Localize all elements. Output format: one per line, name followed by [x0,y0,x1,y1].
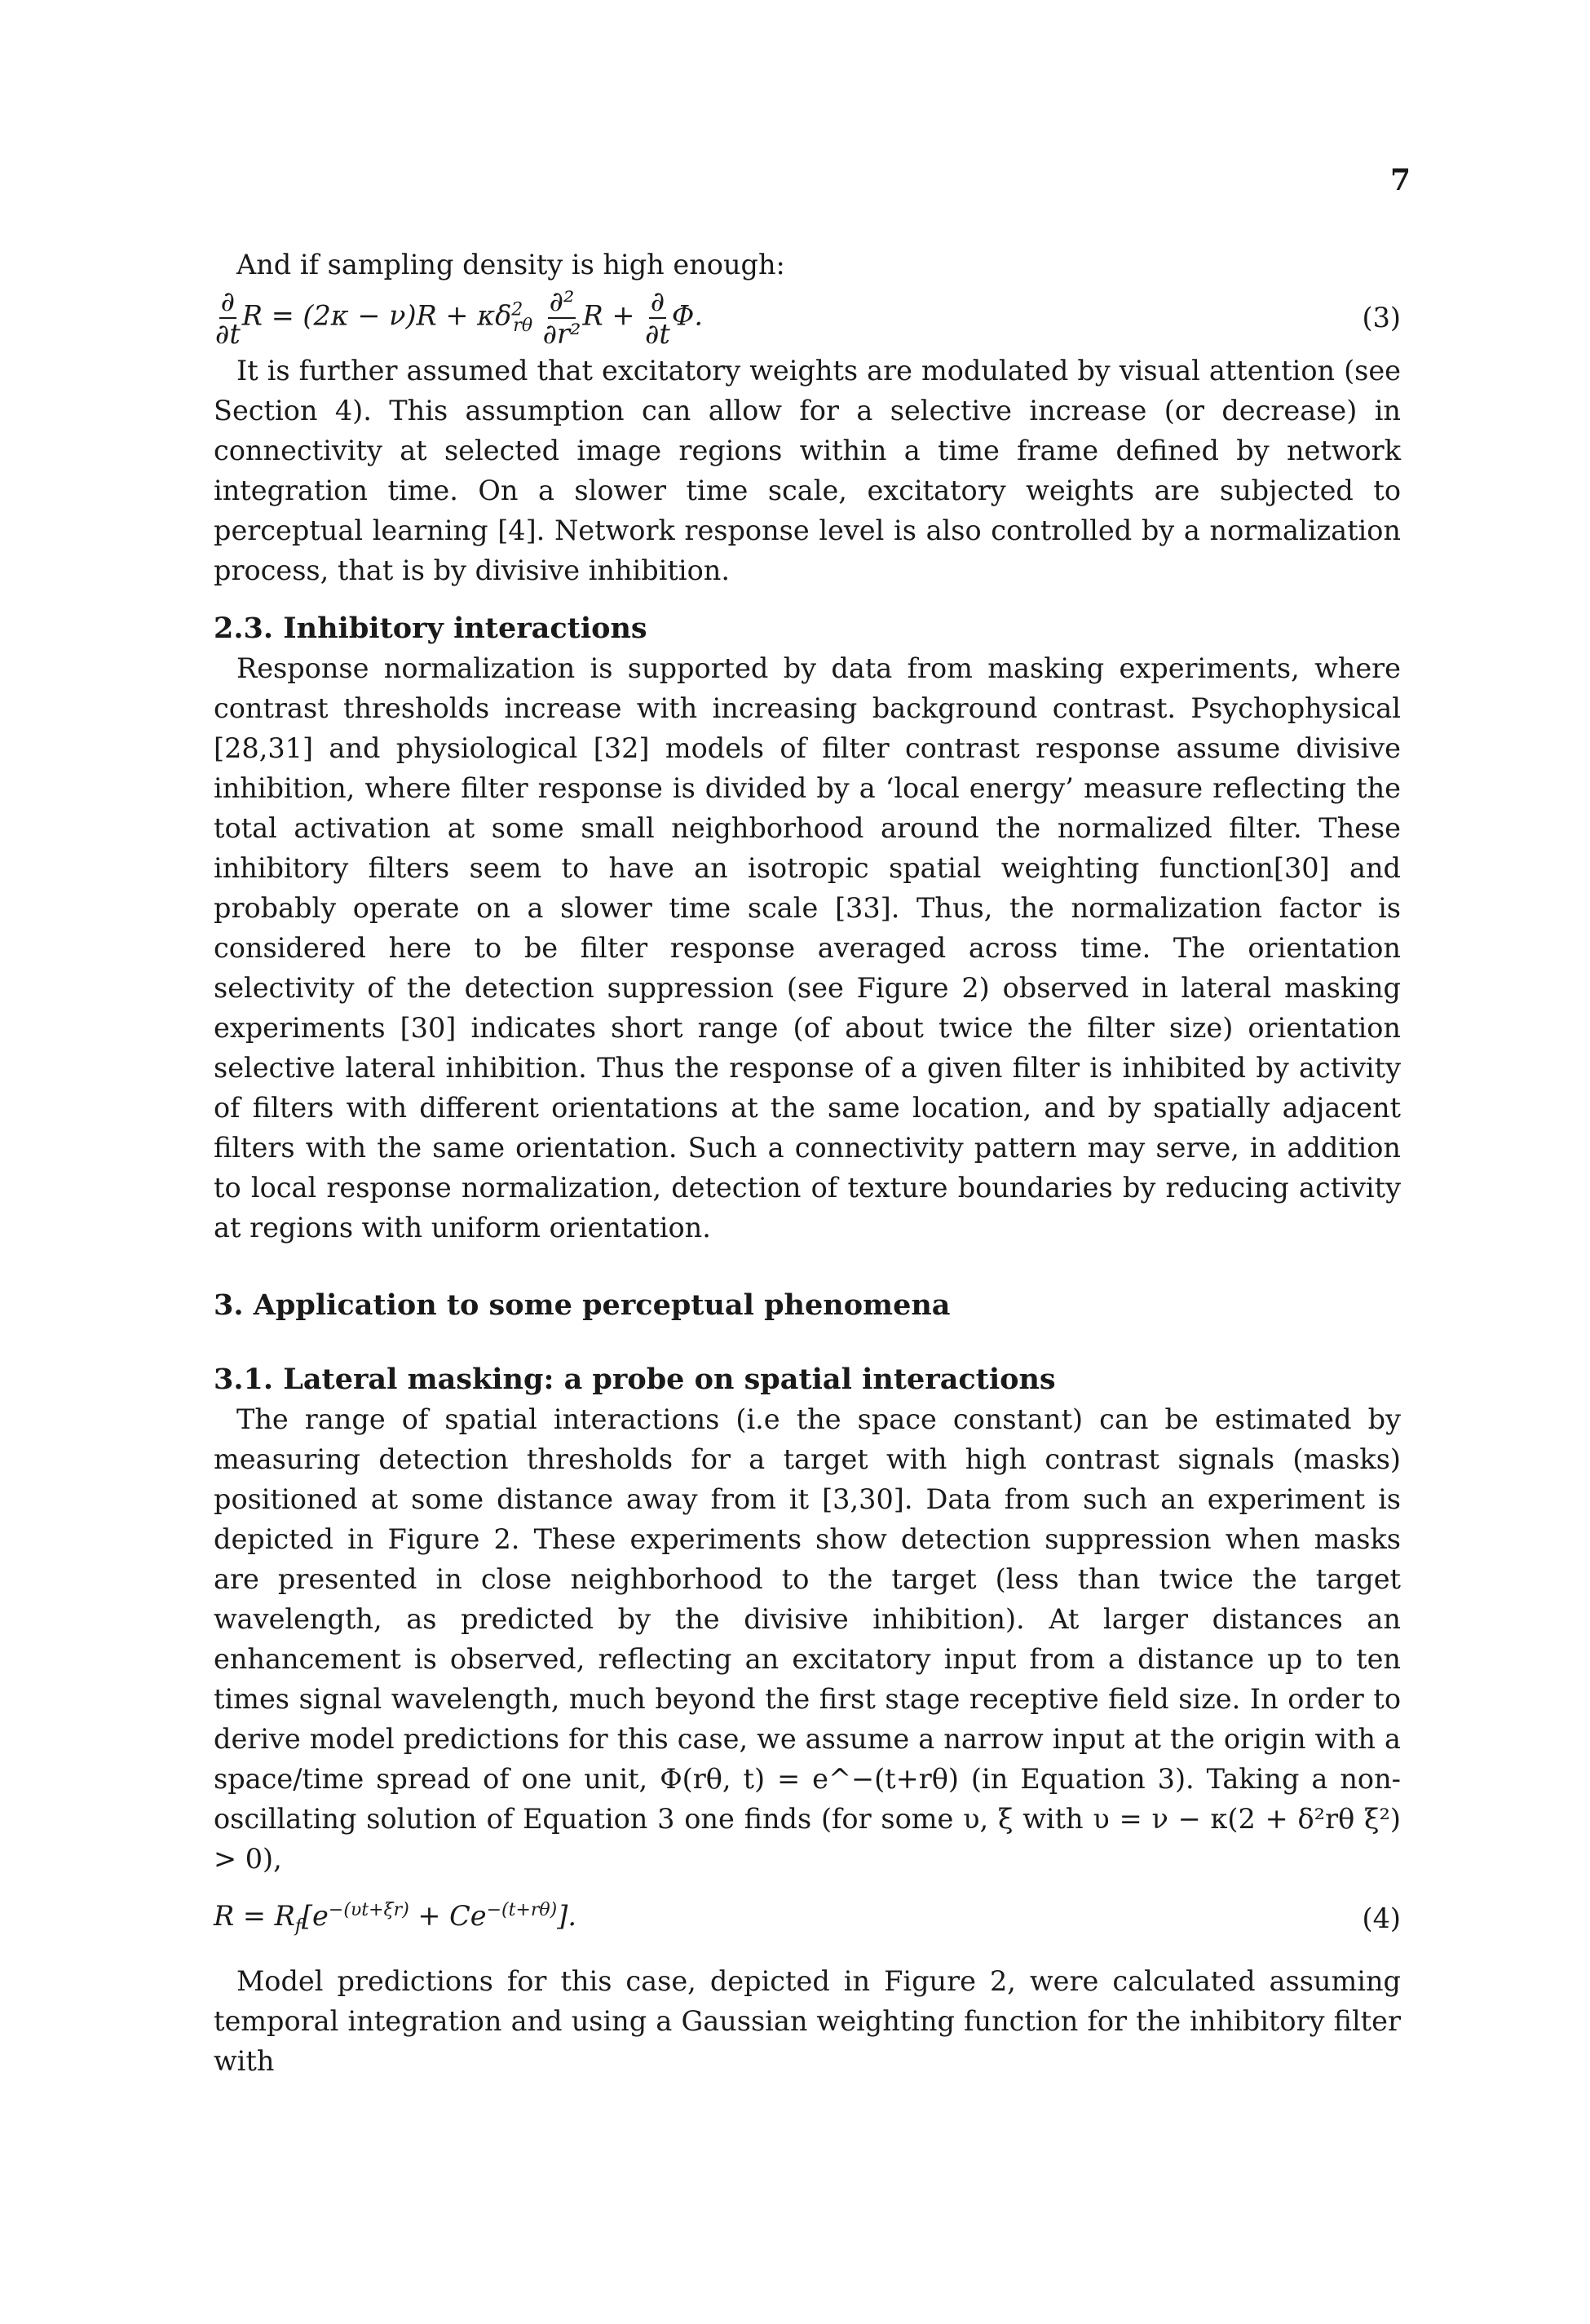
eq4-close: ]. [557,1900,576,1933]
frac-numerator: ∂ [650,285,665,317]
paragraph-attention: It is further assumed that excitatory weights are modulated by visual attention (see Section 4). This assumption can allow for a selective increase (or decrease) in connectivity at selected image regions within a time frame defined by network integration time. On a slower time scale, excitatory weights are subjected to perceptual learning [4]. Network response level is also controlled by a normalization process, that is by divisive inhibition. [214,355,1401,586]
page-body [214,0,1401,2081]
section-2-3-heading: 2.3. Inhibitory interactions [214,612,647,645]
eq3-frac-3 [645,285,670,350]
equation-3 [214,285,1401,350]
frac-numerator: ∂ [220,285,236,317]
section-2-3-body: Response normalization is supported by data from masking experiments, where contrast thresholds increase with increasing background contrast. Psychophysical [28,31] and physiological [32] models of filter contrast response assume divisive inhibition, where filter response is divided by a ‘local energy’ measure reflecting the total activation at some small neighborhood around the normalized filter. These inhibitory filters seem to have an isotropic spatial weighting function[30] and probably operate on a slower time scale [33]. Thus, the normalization factor is considered here to be filter response averaged across time. The orientation selectivity of the detection suppression (see Figure 2) observed in lateral masking experiments [30] indicates short range (of about twice the filter size) orientation selective lateral inhibition. Thus the response of a given filter is inhibited by activity of filters with different orientations at the same location, and by spatially adjacent filters with the same orientation. Such a connectivity pattern may serve, in addition to local response normalization, detection of texture boundaries by reducing activity at regions with uniform orientation. [214,652,1401,1244]
eq3-frac-2 [542,285,581,350]
eq3-sup: 2 [511,299,523,320]
paragraph-model-predictions: Model predictions for this case, depicted in Figure 2, were calculated assuming temporal integration and using a Gaussian weighting function for the inhibitory filter with [214,1964,1401,2077]
eq3-rhs-b: R + [582,299,635,332]
eq3-sub: rθ [513,316,533,337]
equation-4-number: (4) [1362,1902,1401,1934]
equation-3-number: (3) [1362,302,1401,334]
equation-3-body [214,285,704,350]
equation-4 [214,1890,1401,1946]
section-3-1-body: The range of spatial interactions (i.e the space constant) can be estimated by measuring detection thresholds for a target with high contrast signals (masks) positioned at some distance away from it [3,30]. Data from such an experiment is depicted in Figure 2. These experiments show detection suppression when masks are presented in close neighborhood to the target (less than twice the target wavelength, as predicted by the divisive inhibition). At larger distances an enhancement is observed, reflecting an excitatory input from a distance up to ten times signal wavelength, much beyond the first stage receptive field size. In order to derive model predictions for this case, we assume a narrow input at the origin with a space/time spread of one unit, Φ(rθ, t) = e^−(t+rθ) (in Equation 3). Taking a non-oscillating solution of Equation 3 one finds (for some υ, ξ with υ = ν − κ(2 + δ²rθ ξ²) > 0), [214,1403,1401,1875]
eq4-exp2: −(t+rθ) [486,1900,558,1920]
eq4-lhs: R = R [214,1900,295,1933]
eq4-sub-f: f [294,1915,302,1937]
frac-denominator: ∂r² [542,317,581,350]
eq4-open: [e [301,1900,329,1933]
section-3-1-heading: 3.1. Lateral masking: a probe on spatial interactions [214,1363,1056,1396]
eq4-exp1: −(υt+ξr) [328,1900,409,1920]
frac-denominator: ∂t [215,317,241,350]
equation-4-body [214,1890,576,1946]
eq3-frac-lhs [215,285,241,350]
frac-numerator: ∂² [549,285,575,317]
eq3-rhs-a: = (2κ − ν)R + κδ [271,299,512,332]
page-number: 7 [1390,163,1411,197]
section-3-heading: 3. Application to some perceptual phenomena [214,1288,951,1322]
eq3-lhs-var: R [241,299,263,332]
intro-line: And if sampling density is high enough: [236,249,785,281]
eq4-mid: + Ce [409,1900,487,1933]
eq3-rhs-c: Φ. [671,299,704,332]
frac-denominator: ∂t [645,317,670,350]
